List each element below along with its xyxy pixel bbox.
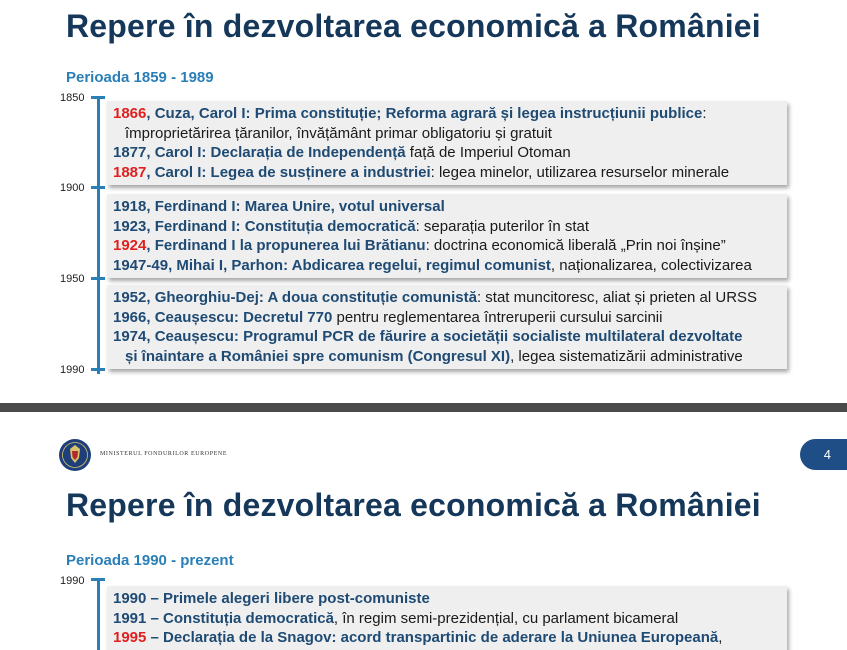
entry-year: 1923 [113, 217, 147, 235]
entry-title: – Primele alegeri libere post-comuniste [146, 590, 430, 607]
ministry-crest-icon [58, 438, 92, 472]
entry-year: 1991 [113, 609, 147, 627]
slide-title: Repere în dezvoltarea economică a României [66, 8, 761, 44]
entry-desc-continued: împroprietărirea țăranilor, învățământ primar obligatoriu și gratuit [125, 124, 552, 142]
page-number: 4 [823, 447, 831, 462]
entry-title: , Gheorghiu-Dej: A doua constituție comunistă [146, 289, 477, 306]
axis-line [97, 96, 100, 374]
entry-title: , Ferdinand I: Constituția democratică [146, 217, 416, 235]
timeline-entry [113, 143, 787, 163]
entry-title: , Carol I: Declarația de Independență [146, 144, 406, 161]
entry-year: 1918 [113, 198, 147, 215]
entry-title: , Ceaușescu: Programul PCR de făurire a societății socialiste multilateral dezvoltate [146, 328, 743, 345]
entry-year: 1877 [113, 144, 147, 161]
timeline-box [107, 101, 787, 185]
timeline-entry [113, 628, 787, 648]
timeline-entry [113, 609, 787, 629]
axis-year-label: 1990 [60, 575, 85, 587]
axis-tick [91, 186, 105, 189]
timeline-entry [113, 589, 787, 609]
timeline-box [107, 194, 787, 278]
period-label: Perioada 1990 - prezent [66, 552, 234, 569]
entry-title: , Ferdinand I la propunerea lui Brătianu [146, 237, 426, 254]
entry-title: , Carol I: Legea de susținere a industriei [146, 163, 431, 181]
timeline-box [107, 285, 787, 369]
entry-title: – Constituția democratică [146, 609, 334, 627]
axis-year-label: 1900 [60, 182, 85, 194]
entry-year: 1952 [113, 289, 147, 306]
axis-year-label: 1950 [60, 273, 85, 285]
entry-desc: : legea minelor, utilizarea resurselor minerale [430, 163, 730, 181]
timeline-entry [113, 163, 787, 183]
axis-tick [91, 96, 105, 99]
axis-tick [91, 368, 105, 371]
axis-line [97, 578, 100, 650]
entry-title: – Declarația de la Snagov: acord transpartinic de aderare la Uniunea Europeană [146, 629, 719, 646]
period-label: Perioada 1859 - 1989 [66, 69, 214, 86]
timeline-entry [113, 104, 787, 143]
entry-year: 1995 [113, 629, 147, 646]
entry-year: 1966 [113, 308, 147, 326]
entry-desc: , [718, 629, 723, 646]
entry-year: 1990 [113, 590, 147, 607]
entry-title: , Mihai I, Parhon: Abdicarea regelui, regimul comunist [168, 256, 551, 274]
entry-desc: , naționalizarea, colectivizarea [550, 256, 752, 274]
ministry-name: MINISTERUL FONDURILOR EUROPENE [100, 451, 228, 457]
entry-desc: pentru reglementarea întreruperii cursului sarcinii [332, 308, 663, 326]
entry-title-continued: și înaintare a României spre comunism (Congresul XI) [125, 347, 511, 365]
axis-tick [91, 578, 105, 581]
entry-desc: față de Imperiul Otoman [405, 144, 571, 161]
entry-desc: : [702, 105, 707, 122]
entry-desc: , legea sistematizării administrative [510, 347, 743, 365]
timeline-entry [113, 288, 787, 308]
timeline-box [107, 586, 787, 650]
entry-desc: , în regim semi-prezidențial, cu parlament bicameral [333, 609, 679, 627]
entry-title: , Ferdinand I: Marea Unire, votul universal [146, 198, 445, 215]
timeline-entry [113, 217, 787, 237]
entry-year: 1947-49 [113, 256, 169, 274]
entry-year: 1924 [113, 237, 147, 254]
timeline-entry [113, 327, 787, 366]
entry-title: , Ceaușescu: Decretul 770 [146, 308, 333, 326]
entry-desc: : separația puterilor în stat [415, 217, 590, 235]
timeline-entry [113, 256, 787, 276]
entry-desc: : doctrina economică liberală „Prin noi înșine” [425, 237, 726, 254]
entry-title: , Cuza, Carol I: Prima constituție; Reforma agrară și legea instrucțiunii publice [146, 105, 703, 122]
slide-2 [0, 412, 847, 650]
slide-title: Repere în dezvoltarea economică a României [66, 487, 761, 523]
timeline-entry [113, 236, 787, 256]
axis-year-label: 1990 [60, 364, 85, 376]
timeline-entry [113, 308, 787, 328]
entry-year: 1866 [113, 105, 147, 122]
axis-tick [91, 277, 105, 280]
axis-year-label: 1850 [60, 92, 85, 104]
entry-year: 1974 [113, 328, 147, 345]
entry-desc: : stat muncitoresc, aliat și prieten al URSS [476, 289, 758, 306]
entry-year: 1887 [113, 163, 147, 181]
timeline-entry [113, 197, 787, 217]
